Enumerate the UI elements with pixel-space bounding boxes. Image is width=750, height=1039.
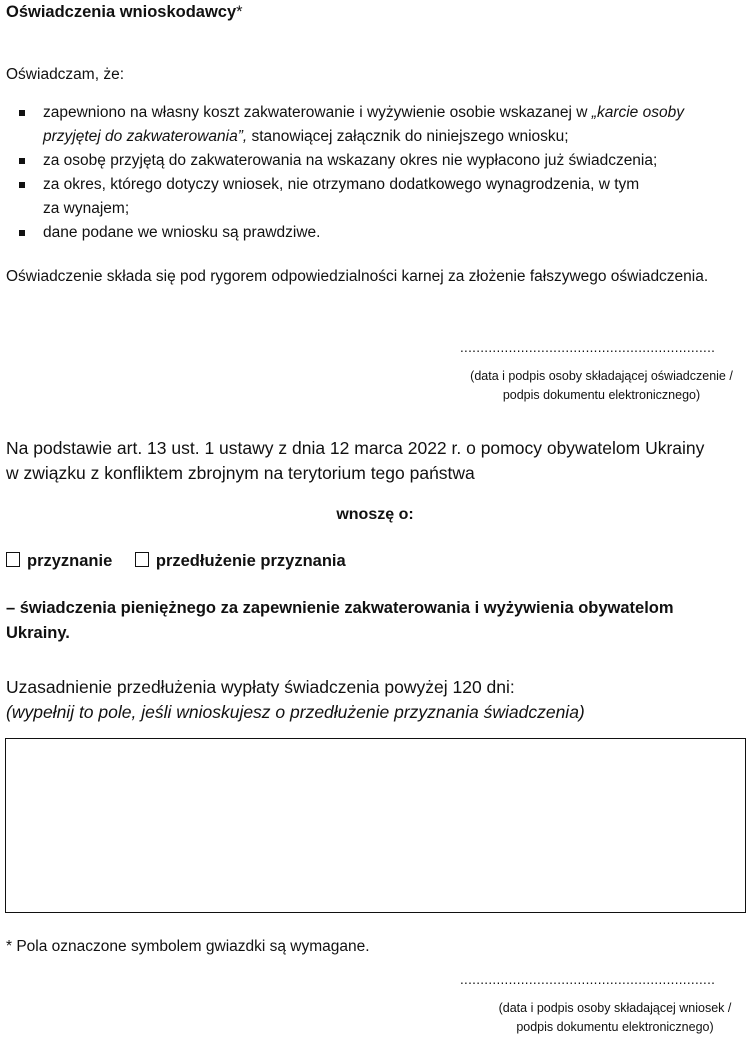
legal-basis [6, 436, 746, 486]
justification-label: Uzasadnienie przedłużenia wypłaty świadczenia powyżej 120 dni: [6, 677, 515, 697]
list-item [8, 221, 738, 245]
justification-hint: (wypełnij to pole, jeśli wnioskujesz o przedłużenie przyznania świadczenia) [6, 702, 585, 722]
option-extension[interactable] [135, 552, 346, 571]
section-heading [6, 3, 243, 22]
signature-caption-line1: (data i podpis osoby składającej oświadczenie / [470, 369, 733, 383]
option-extension-label: przedłużenie przyznania [155, 552, 346, 570]
signature-caption-line2: podpis dokumentu elektronicznego) [516, 1020, 714, 1034]
justification-label-block [6, 675, 585, 725]
list-item-text-end: stanowiącej załącznik do niniejszego wniosku; [247, 128, 569, 145]
legal-basis-line2: w związku z konfliktem zbrojnym na terytorium tego państwa [6, 463, 475, 483]
signature-line-application: ............................................................... [460, 972, 716, 987]
bullet-square-icon [19, 110, 25, 116]
benefit-description [6, 596, 731, 646]
list-item-text: dane podane we wniosku są prawdziwe. [43, 224, 321, 241]
benefit-line2: Ukrainy. [6, 624, 70, 642]
legal-basis-line1: Na podstawie art. 13 ust. 1 ustawy z dnia 12 marca 2022 r. o pomocy obywatelom Ukrainy [6, 438, 705, 458]
list-item-text-line2: za wynajem; [43, 200, 130, 217]
declaration-list [8, 101, 738, 245]
signature-caption-application [480, 999, 750, 1037]
benefit-line1: – świadczenia pieniężnego za zapewnienie zakwaterowania i wyżywienia obywatelom [6, 599, 674, 617]
checkbox-extension[interactable] [135, 552, 149, 567]
bullet-square-icon [19, 230, 25, 236]
liability-statement: Oświadczenie składa się pod rygorem odpowiedzialności karnej za złożenie fałszywego oświadczenia. [6, 268, 709, 285]
list-item-italic: „karcie osoby przyjętej do zakwaterowania”, [43, 104, 684, 145]
signature-line-declaration: ............................................................... [460, 340, 716, 355]
list-item-text-line1: za okres, którego dotyczy wniosek, nie otrzymano dodatkowego wynagrodzenia, w tym [43, 176, 640, 193]
list-item-text: za osobę przyjętą do zakwaterowania na wskazany okres nie wypłacono już świadczenia; [43, 152, 658, 169]
section-title: Oświadczenia wnioskodawcy [6, 3, 237, 21]
option-grant[interactable] [6, 552, 112, 571]
list-item [8, 149, 738, 173]
signature-caption-line2: podpis dokumentu elektronicznego) [502, 388, 701, 402]
list-item [8, 101, 738, 149]
bullet-square-icon [19, 158, 25, 164]
list-item-text: zapewniono na własny koszt zakwaterowanie i wyżywienie osobie wskazanej w [43, 104, 592, 121]
checkbox-grant[interactable] [6, 552, 20, 567]
list-item [8, 173, 738, 221]
declaration-intro: Oświadczam, że: [6, 66, 125, 83]
request-options [6, 552, 364, 571]
bullet-square-icon [19, 182, 25, 188]
justification-textarea[interactable] [5, 738, 746, 913]
signature-caption-line1: (data i podpis osoby składającej wniosek / [498, 1001, 732, 1015]
required-star: * [236, 3, 243, 21]
request-label: wnoszę o: [336, 506, 414, 523]
required-fields-note: * Pola oznaczone symbolem gwiazdki są wymagane. [6, 938, 370, 955]
signature-caption-declaration [444, 367, 750, 405]
option-grant-label: przyznanie [27, 552, 113, 570]
